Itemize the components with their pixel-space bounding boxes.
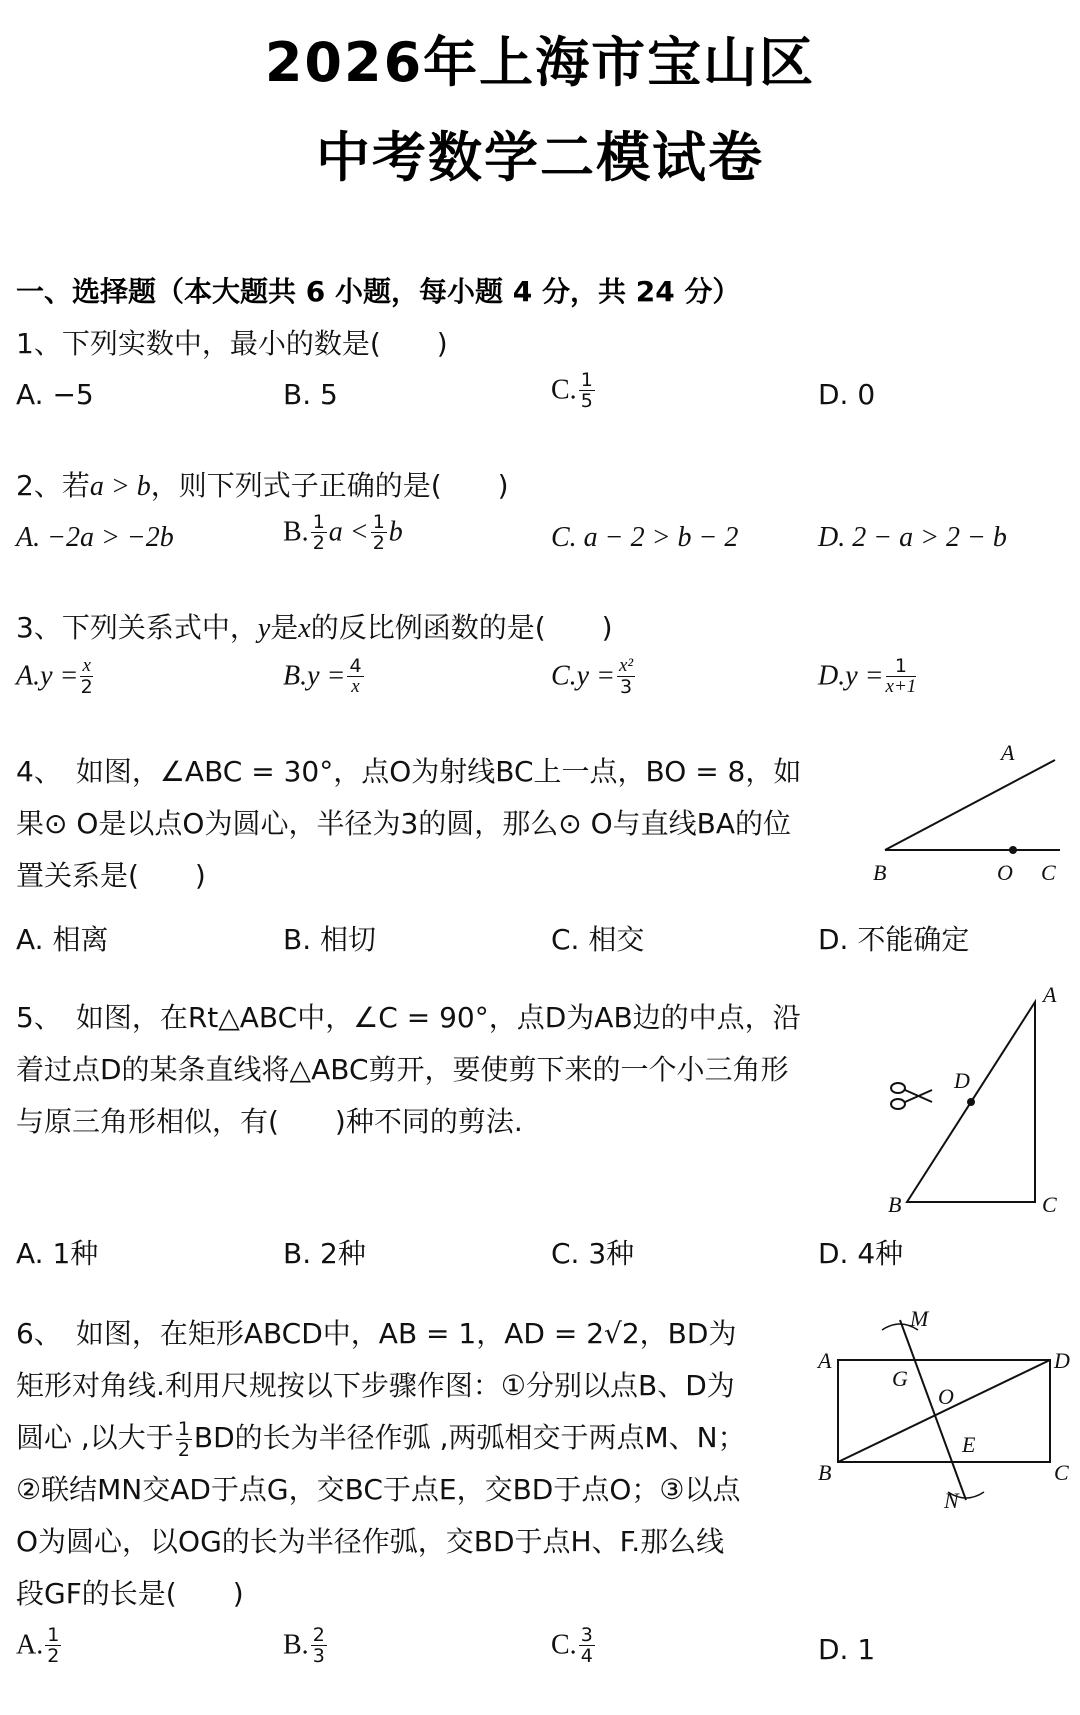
q5-figure [880,980,1070,1220]
q4-option-d: D. 不能确定 [818,923,970,956]
q6-line-3: 圆心 ,以大于 $\frac{1}{2}$ BD的长为半径作弧 ,两弧相交于两点M、N； [16,1417,746,1461]
label-c: C [1041,860,1056,885]
point-d [967,1098,975,1106]
q1-option-b: B. 5 [283,378,338,411]
label-m: M [910,1306,929,1331]
q6-option-c: C. $\frac{3}{4}$ [551,1624,593,1667]
label-a: A [1043,982,1057,1007]
q6-option-a: A. $\frac{1}{2}$ [16,1624,60,1667]
ray-ba [885,760,1055,850]
q2-option-c: C. a − 2 > b − 2 [551,522,739,553]
q5-line-2: 着过点D的某条直线将△ABC剪开，要使剪下来的一个小三角形 [16,1053,789,1086]
label-n: N [944,1488,959,1513]
q5-option-b: B. 2种 [283,1237,366,1270]
q3-option-a: A.y = $\frac{x}{2}$ [16,655,93,698]
label-d: D [1054,1348,1070,1373]
q1-option-d: D. 0 [818,378,876,411]
label-b: B [873,860,887,885]
q6-line-1: 6、 如图，在矩形ABCD中，AB = 1，AD = 2√2，BD为 [16,1317,737,1350]
q4-line-1: 4、 如图，∠ABC = 30°，点O为射线BC上一点，BO = 8，如 [16,755,802,788]
q4-option-a: A. 相离 [16,923,109,956]
q4-figure [855,740,1070,890]
q6-option-b: B. $\frac{2}{3}$ [283,1624,325,1667]
q5-line-3: 与原三角形相似，有( )种不同的剪法. [16,1105,523,1138]
q1-option-c: C. $\frac{1}{5}$ [551,369,593,412]
q6-line-5: O为圆心，以OG的长为半径作弧，交BD于点H、F.那么线 [16,1525,725,1558]
scissors-icon [891,1083,932,1109]
q3-option-d: D.y = $\frac{1}{x+1}$ [818,655,917,697]
q4-option-b: B. 相切 [283,923,377,956]
label-g: G [892,1366,908,1391]
label-o: O [997,860,1013,885]
label-o: O [938,1384,954,1409]
label-b: B [888,1192,902,1217]
page-subtitle: 中考数学二模试卷 [316,126,764,189]
q6-option-d: D. 1 [818,1633,876,1666]
q5-line-1: 5、 如图，在Rt△ABC中，∠C = 90°，点D为AB边的中点，沿 [16,1001,801,1034]
section-heading: 一、选择题（本大题共 6 小题，每小题 4 分，共 24 分） [16,275,741,308]
label-b: B [818,1460,832,1485]
label-a: A [1001,740,1015,765]
q6-line-2: 矩形对角线.利用尺规按以下步骤作图：①分别以点B、D为 [16,1369,735,1402]
page-title: 2026年上海市宝山区 [264,31,816,94]
label-e: E [962,1432,976,1457]
diagonal-bd [838,1360,1050,1462]
line-mn [900,1320,966,1500]
q2-stem: 2、若a > b，则下列式子正确的是( ) [16,469,509,502]
q4-option-c: C. 相交 [551,923,645,956]
q2-option-a: A. −2a > −2b [16,522,174,553]
point-o [1009,846,1017,854]
q5-option-a: A. 1种 [16,1237,99,1270]
label-c: C [1042,1192,1057,1217]
q1-stem: 1、下列实数中，最小的数是( ) [16,327,448,360]
label-d: D [954,1068,970,1093]
q2-option-b: B. $\frac{1}{2}$ a < $\frac{1}{2}$ b [283,511,403,554]
q5-option-c: C. 3种 [551,1237,635,1270]
q6-figure [808,1300,1070,1515]
label-a: A [818,1348,832,1373]
q4-line-3: 置关系是( ) [16,859,206,892]
label-c: C [1054,1460,1069,1485]
q6-line-6: 段GF的长是( ) [16,1577,244,1610]
q3-option-c: C.y = $\frac{\text{x²}}{3}$ [551,655,634,698]
q4-line-2: 果⊙ O是以点O为圆心，半径为3的圆，那么⊙ O与直线BA的位 [16,807,792,840]
q2-option-d: D. 2 − a > 2 − b [818,522,1007,553]
q3-option-b: B.y = $\frac{4}{x}$ [283,655,362,697]
q3-stem: 3、下列关系式中，y是x的反比例函数的是( ) [16,611,613,644]
q6-line-4: ②联结MN交AD于点G，交BC于点E，交BD于点O；③以点 [16,1473,741,1506]
q5-option-d: D. 4种 [818,1237,904,1270]
q1-option-a: A. −5 [16,378,94,411]
